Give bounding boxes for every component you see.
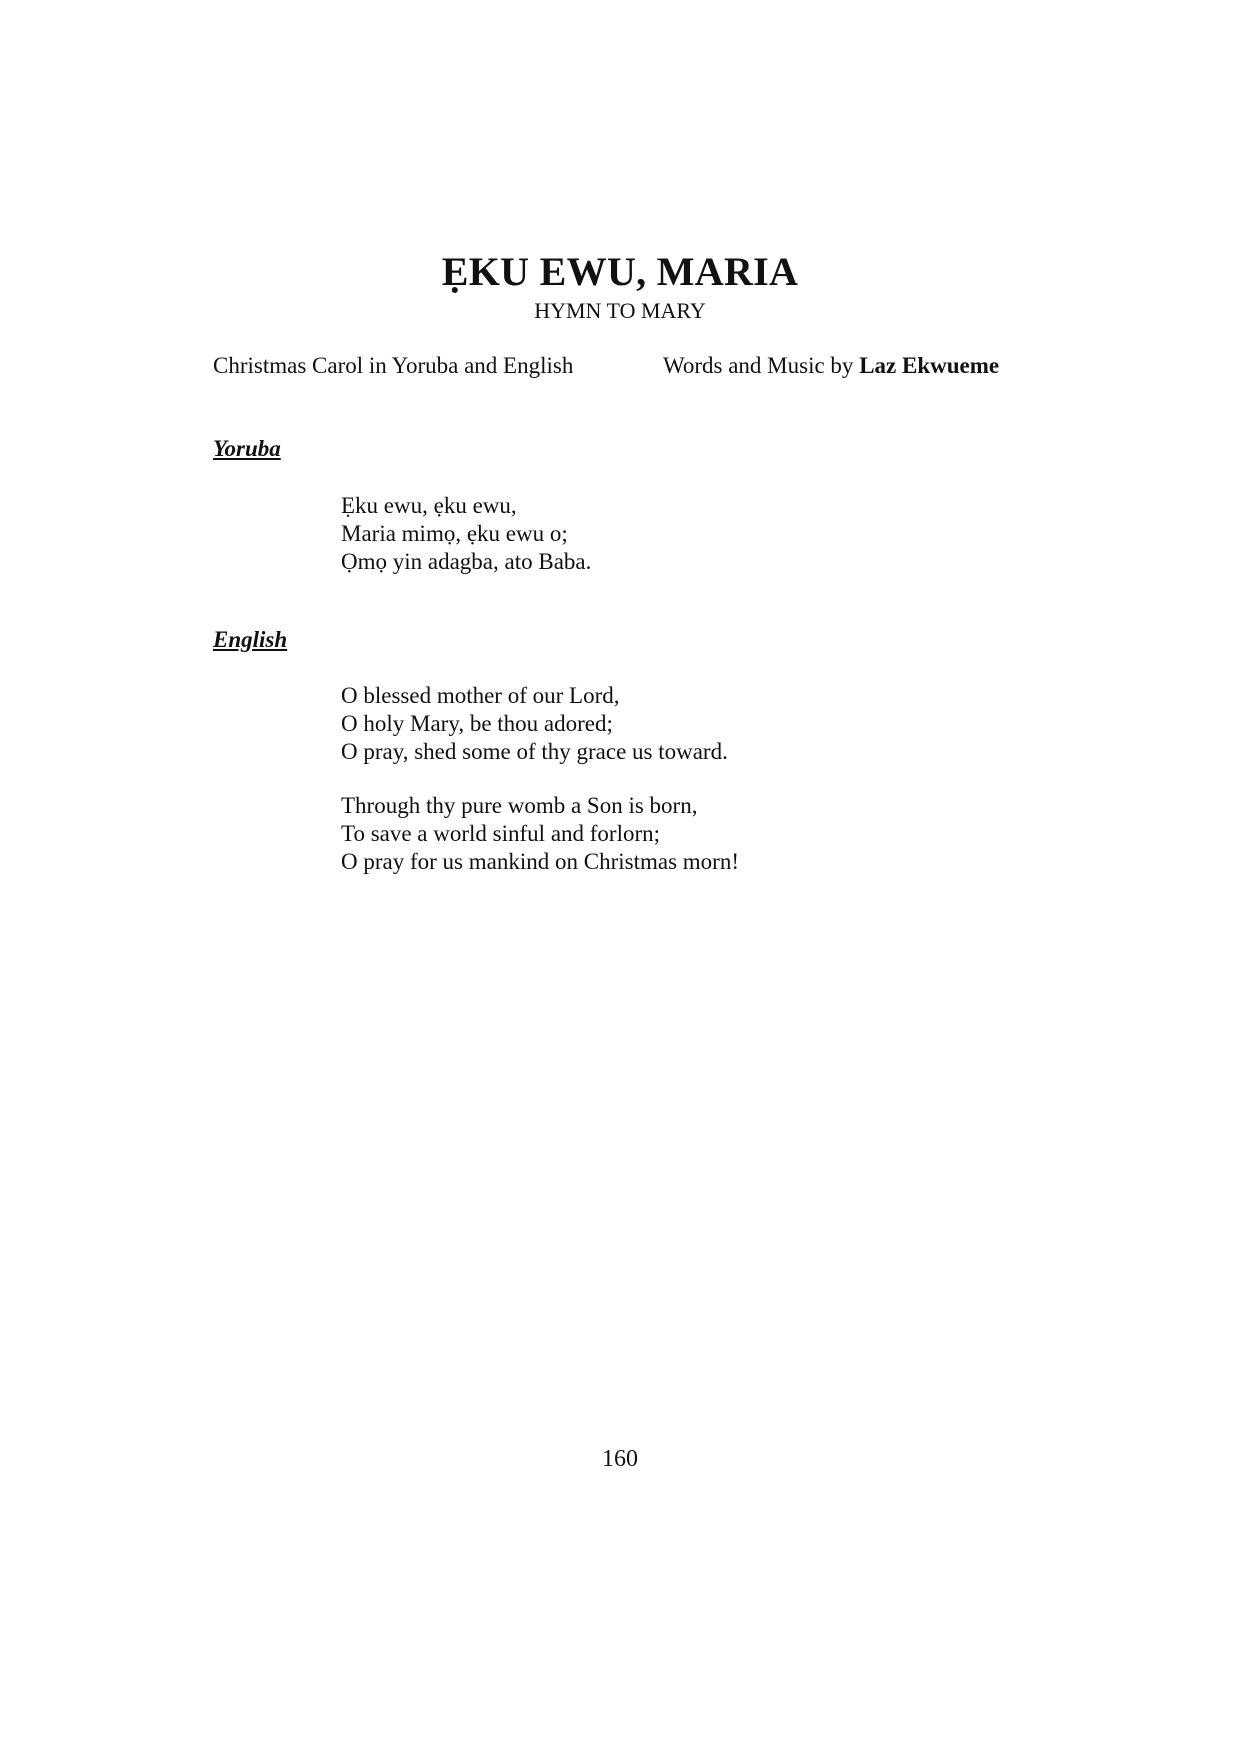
verse-english-stanza-1 — [341, 682, 728, 766]
credit-prefix: Words and Music by — [663, 353, 854, 378]
verse-line: Through thy pure womb a Son is born, — [341, 793, 698, 818]
verse-line: Ọmọ yin adagba, ato Baba. — [341, 549, 592, 574]
verse-english-stanza-2 — [341, 792, 739, 876]
author-name: Laz Ekwueme — [859, 353, 1000, 378]
section-heading-english: English — [213, 627, 288, 652]
page-number: 160 — [602, 1446, 638, 1472]
credit-line — [663, 352, 999, 380]
verse-yoruba — [341, 492, 591, 576]
verse-line: To save a world sinful and forlorn; — [341, 821, 661, 846]
section-heading-yoruba: Yoruba — [213, 436, 281, 461]
verse-line: O pray for us mankind on Christmas morn! — [341, 849, 739, 874]
hymn-title: ẸKU EWU, MARIA — [441, 249, 799, 294]
verse-line: O pray, shed some of thy grace us toward. — [341, 739, 728, 764]
carol-description: Christmas Carol in Yoruba and English — [213, 353, 574, 378]
verse-line: Ẹku ewu, ẹku ewu, — [341, 493, 517, 518]
verse-line: O blessed mother of our Lord, — [341, 683, 620, 708]
verse-line: Maria mimọ, ẹku ewu o; — [341, 521, 568, 546]
verse-line: O holy Mary, be thou adored; — [341, 711, 613, 736]
hymn-subtitle: HYMN TO MARY — [534, 298, 706, 323]
